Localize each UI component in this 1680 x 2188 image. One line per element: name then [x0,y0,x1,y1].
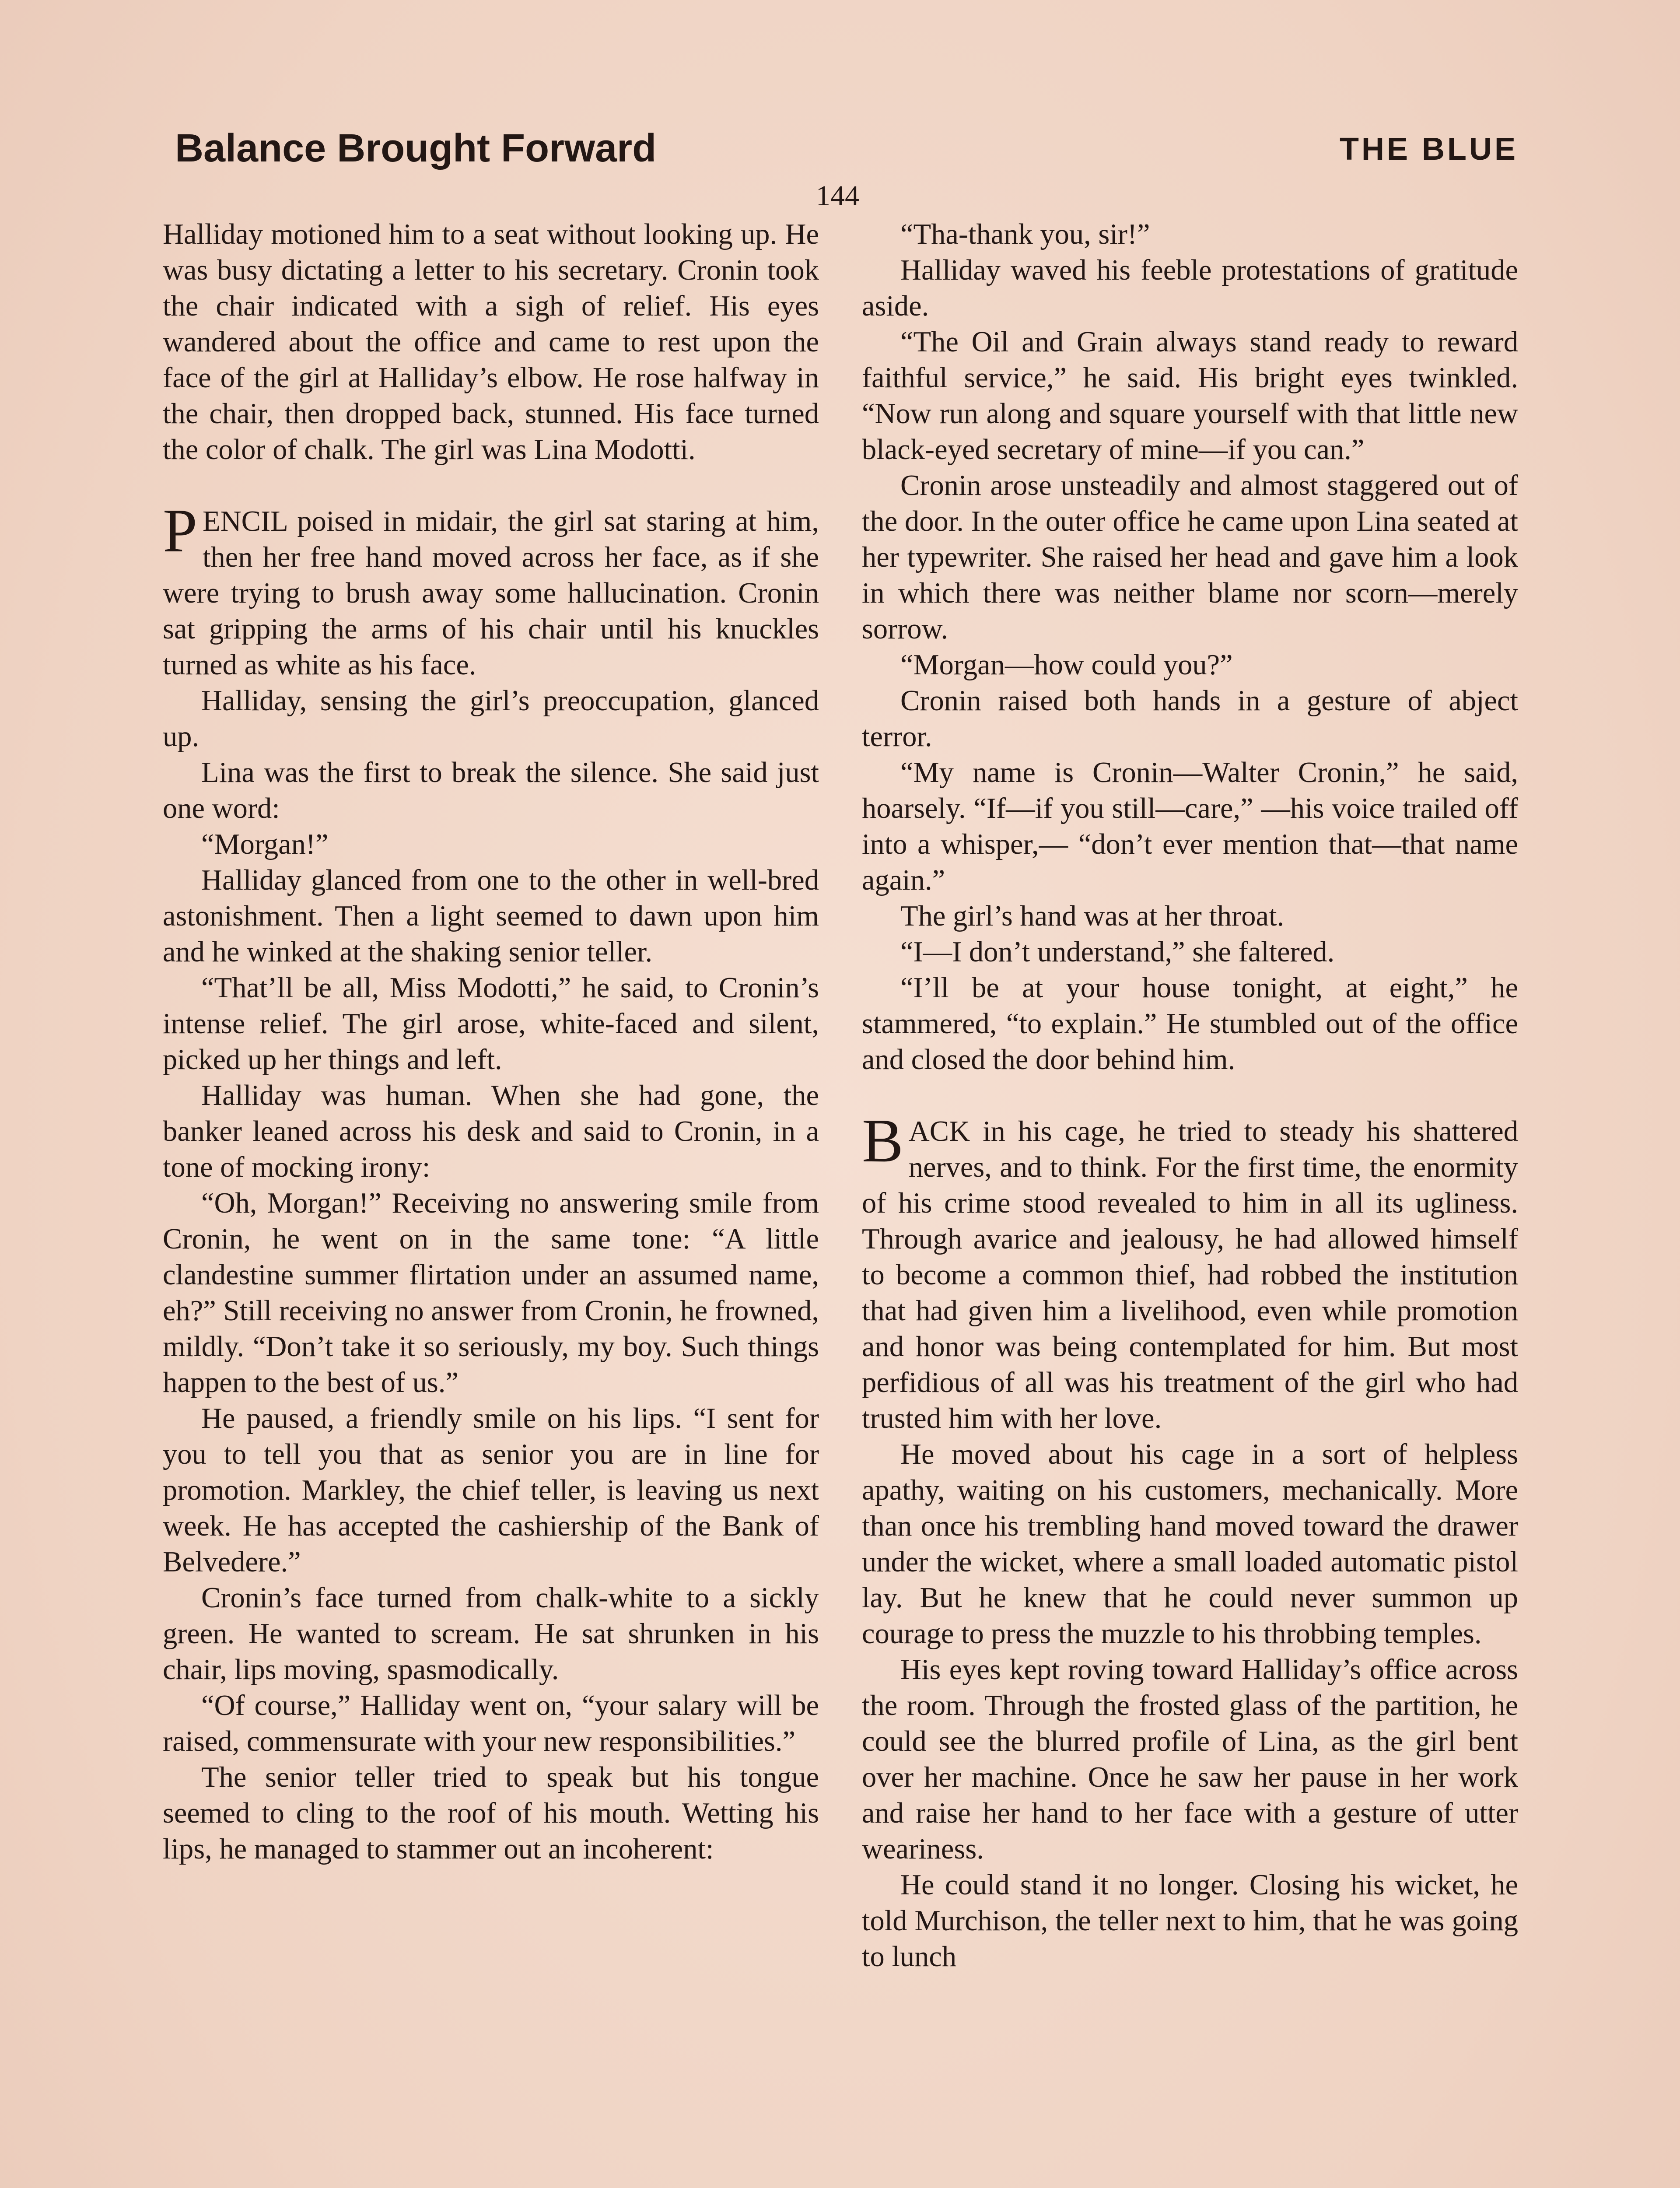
paragraph: Halliday waved his feeble protestations of gratitude aside. [862,254,1518,322]
paragraph: “Morgan!” [201,828,329,860]
paragraph: “That’ll be all, Miss Modotti,” he said, to Cronin’s intense relief. The girl arose, white-faced and silent, picked up her things and left. [163,972,819,1076]
paragraph: “I’ll be at your house tonight, at eight,” he stammered, “to explain.” He stumbled out of the office and closed the door behind him. [862,972,1518,1076]
paragraph: “I—I don’t understand,” she faltered. [900,936,1335,968]
paragraph-text: ENCIL poised in midair, the girl sat staring at him, then her free hand moved across her face, as if she were trying to brush away some hallucination. Cronin sat gripping the arms of his chair until his knuckles turned as white as his face. [163,505,819,681]
drop-cap: P [163,496,197,565]
paragraph: Halliday motioned him to a seat without looking up. He was busy dictating a letter to his secretary. Cronin took the chair indicated with a sigh of relief. His eyes wandered about the office and came to rest upon the face of the girl at Halliday’s elbow. He rose halfway in the chair, then dropped back, stunned. His face turned the color of chalk. The girl was Lina Modotti. [163,218,819,466]
right-column [862,217,1518,1975]
paragraph: “My name is Cronin—Walter Cronin,” he said, hoarsely. “If—if you still—care,” —his voice trailed off into a whisper,— “don’t ever mention that—that name again.” [862,757,1518,896]
paragraph: The senior teller tried to speak but his tongue seemed to cling to the roof of his mouth. Wetting his lips, he managed to stammer out an incoherent: [163,1761,819,1865]
paragraph: “Of course,” Halliday went on, “your salary will be raised, commensurate with your new responsibilities.” [163,1690,819,1757]
paragraph: The girl’s hand was at her throat. [900,900,1284,932]
paragraph: “Oh, Morgan!” Receiving no answering smile from Cronin, he went on in the same tone: “A little clandestine summer flirtation under an assumed name, eh?” Still receiving no answer from Cronin, he frowned, mildly. “Don’t take it so seriously, my boy. Such things happen to the best of us.” [163,1187,819,1399]
paragraph: He moved about his cage in a sort of helpless apathy, waiting on his customers, mechanically. More than once his trembling hand moved toward the drawer under the wicket, where a small loaded automatic pistol lay. But he knew that he could never summon up courage to press the muzzle to his throbbing temples. [862,1438,1518,1650]
paragraph: “The Oil and Grain always stand ready to reward faithful service,” he said. His bright eyes twinkled. “Now run along and square yourself with that little new black-eyed secretary of mine—if you can.” [862,326,1518,466]
paragraph: Lina was the first to break the silence. She said just one word: [163,757,819,824]
section-paragraph [163,496,819,683]
section-paragraph [862,1106,1518,1437]
paragraph-text: ACK in his cage, he tried to steady his shattered nerves, and to think. For the first time, the enormity of his crime stood revealed to him in all its ugliness. Through avarice and jealousy, he had allowed himself to become a common thief, had robbed the institution that had given him a livelihood, even while promotion and honor was being contemplated for him. But most perfidious of all was his treatment of the girl who had trusted him with her love. [862,1115,1518,1434]
paragraph: “Tha-thank you, sir!” [900,218,1150,250]
paragraph: Cronin raised both hands in a gesture of abject terror. [862,685,1518,753]
paragraph: Halliday, sensing the girl’s preoccupation, glanced up. [163,685,819,753]
paragraph: Cronin’s face turned from chalk-white to a sickly green. He wanted to scream. He sat shrunken in his chair, lips moving, spasmodically. [163,1582,819,1686]
paragraph: Halliday was human. When she had gone, the banker leaned across his desk and said to Cronin, in a tone of mocking irony: [163,1080,819,1183]
paragraph: Cronin arose unsteadily and almost staggered out of the door. In the outer office he came upon Lina seated at her typewriter. She raised her head and gave him a look in which there was neither blame nor scorn—merely sorrow. [862,470,1518,645]
paragraph: His eyes kept roving toward Halliday’s office across the room. Through the frosted glass of the partition, he could see the blurred profile of Lina, as the girl bent over her machine. Once he saw her pause in her work and raise her hand to her face with a gesture of utter weariness. [862,1654,1518,1865]
drop-cap: B [862,1106,903,1175]
paragraph: He could stand it no longer. Closing his wicket, he told Murchison, the teller next to him, that he was going to lunch [862,1869,1518,1973]
page-number: 144 [816,180,859,212]
left-column [163,217,819,1867]
paragraph: “Morgan—how could you?” [900,649,1233,681]
story-title: Balance Brought Forward [175,126,657,170]
magazine-name: THE BLUE [1340,132,1518,167]
paragraph: He paused, a friendly smile on his lips. “I sent for you to tell you that as senior you are in line for promotion. Markley, the chief teller, is leaving us next week. He has accepted the cashiership of the Bank of Belvedere.” [163,1403,819,1578]
paragraph: Halliday glanced from one to the other in well-bred astonishment. Then a light seemed to dawn upon him and he winked at the shaking senior teller. [163,864,819,968]
